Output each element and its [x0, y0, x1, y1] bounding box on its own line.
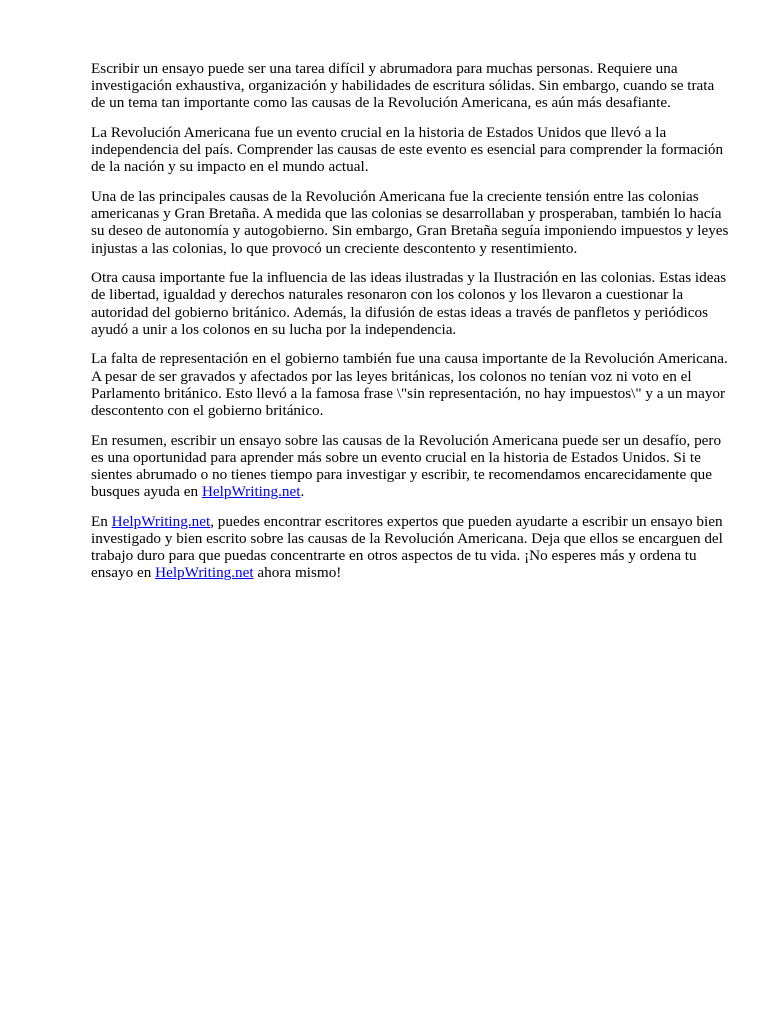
summary-text: En resumen, escribir un ensayo sobre las causas de la Revolución Americana puede ser un desafío, pero es una oportunidad para aprender más sobre un evento crucial en la historia de Estados Unidos. Si te sientes abrumado o no tienes tiempo para investigar y escribir, te recomendamos encarecidamente que busques ayuda en	[91, 431, 722, 501]
helpwriting-link-order[interactable]: HelpWriting.net	[155, 564, 254, 582]
paragraph-intro: Escribir un ensayo puede ser una tarea difícil y abrumadora para muchas personas. Requiere una investigación exhaustiva, organización y habilidades de escritura sólidas. Sin embargo, cuando se trata de un tema tan importante como las causas de la Revolución Americana, es aún más desafiante.	[91, 60, 715, 112]
helpwriting-link[interactable]: HelpWriting.net	[201, 483, 301, 501]
paragraph-representation: La falta de representación en el gobierno también fue una causa importante de la Revolución Americana. A pesar de ser gravados y afectados por las leyes británicas, los colonos no tenían voz ni voto en el Parlamento británico. Esto llevó a la famosa frase \"sin representación, no hay impuestos\" y a un mayor descontento con el gobierno británico.	[91, 350, 728, 420]
promo-text-end: ahora mismo!	[253, 564, 342, 582]
promo-text-middle: , puedes encontrar escritores expertos que pueden ayudarte a escribir un ensayo bien investigado y bien escrito sobre las causas de la Revolución Americana. Deja que ellos se encarguen del trabajo duro para que puedas concentrarte en otros aspectos de tu vida. ¡No esperes más y ordena tu ensayo en	[91, 512, 723, 582]
summary-period: .	[300, 483, 305, 501]
helpwriting-link-intro[interactable]: HelpWriting.net	[111, 512, 211, 530]
paragraph-summary	[91, 432, 731, 501]
paragraph-enlightenment: Otra causa importante fue la influencia de las ideas ilustradas y la Ilustración en las colonias. Estas ideas de libertad, igualdad y derechos naturales resonaron con los colonos y los llevaron a cuestionar la autoridad del gobierno británico. Además, la difusión de estas ideas a través de panfletos y periódicos ayudó a unir a los colonos en su lucha por la independencia.	[91, 269, 727, 338]
paragraph-tension: Una de las principales causas de la Revolución Americana fue la creciente tensión entre las colonias americanas y Gran Bretaña. A medida que las colonias se desarrollaban y prosperaban, también lo hacía su deseo de autonomía y autogobierno. Sin embargo, Gran Bretaña seguía imponiendo impuestos y leyes injustas a las colonias, lo que provocó un creciente descontento y resentimiento.	[91, 188, 729, 257]
document-body	[91, 60, 731, 594]
promo-text-start: En	[91, 512, 112, 530]
paragraph-context: La Revolución Americana fue un evento crucial en la historia de Estados Unidos que llevó a la independencia del país. Comprender las causas de este evento es esencial para comprender la formación de la nación y su impacto en el mundo actual.	[91, 124, 724, 176]
paragraph-promo	[91, 513, 731, 582]
